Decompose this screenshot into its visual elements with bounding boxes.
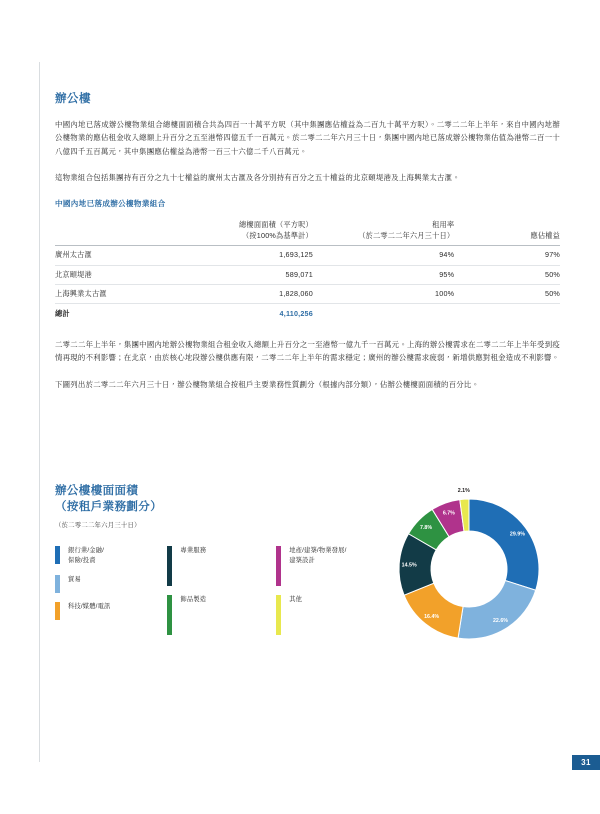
cell-total-occupancy (353, 304, 484, 324)
legend-item-banking-finance (55, 546, 167, 566)
cell-property-name: 上海興業太古滙 (55, 285, 222, 304)
cell-occupancy: 95% (353, 265, 484, 284)
legend-column-3 (276, 546, 385, 644)
legend-item-property-construction (276, 546, 385, 586)
legend-item-trading (55, 575, 167, 593)
office-portfolio-table (55, 219, 560, 324)
table-row (55, 246, 560, 265)
page-number-badge: 31 (572, 755, 600, 770)
donut-slice-label: 14.5% (401, 562, 417, 569)
donut-slice (469, 499, 539, 590)
legend-label (68, 546, 104, 566)
legend-label-line2: 保險/投資 (68, 557, 96, 565)
legend-label: 飾品製造 (180, 596, 207, 603)
chart-title-line2: （按租戶業務劃分） (55, 500, 163, 513)
cell-property-name: 北京頤堤港 (55, 265, 222, 284)
column-header-occupancy-line1: 租用率 (432, 219, 455, 229)
legend-swatch-icon (167, 546, 172, 586)
cell-interest: 97% (484, 246, 560, 265)
cell-occupancy: 94% (353, 246, 484, 265)
column-header-occupancy (353, 219, 484, 246)
legend-label-line1: 地產/建築/物業發展/ (289, 547, 347, 554)
page-title: 辦公樓 (55, 93, 91, 105)
office-floor-area-chart-block (55, 484, 560, 654)
cell-area: 1,828,060 (222, 285, 353, 304)
legend-column-1 (55, 546, 167, 644)
legend-item-professional-services (167, 546, 276, 586)
body-paragraph-4: 下圖列出於二零二二年六月三十日，辦公樓物業組合按租戶主要業務性質劃分（根據內部分類），佔辦公樓樓面面積的百分比。 (55, 379, 480, 389)
legend-swatch-icon (55, 546, 60, 564)
left-margin-rule (39, 62, 40, 762)
legend-label-line2: 建築設計 (289, 557, 316, 565)
table-row (55, 265, 560, 284)
legend-swatch-icon (276, 595, 281, 635)
cell-interest: 50% (484, 265, 560, 284)
legend-item-others (276, 595, 385, 635)
chart-title-line1: 辦公樓樓面面積 (55, 485, 139, 497)
legend-label (289, 546, 346, 566)
body-paragraph-1: 中國內地已落成辦公樓物業組合總樓面面積合共為四百一十萬平方呎（其中集團應佔權益為二百九十萬平方呎）。二零二二年上半年，來自中國內地辦公樓物業的應佔租金收入總額上升百分之五至港幣四億五千一百萬元。於二零二二年六月三十日，集團中國內地已落成辦公樓物業估值為港幣二百一十八億四千五百萬元，其中集團應佔權益為港幣一百三十六億二千八百萬元。 (55, 119, 560, 156)
table-body (55, 246, 560, 324)
chart-legend (55, 546, 385, 644)
donut-slice-label: 29.9% (509, 531, 525, 538)
legend-swatch-icon (55, 602, 60, 620)
table-caption: 中國內地已落成辦公樓物業組合 (55, 198, 166, 208)
column-header-area-line1: 總樓面面積（平方呎） (239, 219, 313, 229)
donut-slices (399, 499, 539, 639)
legend-label: 專業服務 (180, 547, 207, 554)
legend-label: 科技/媒體/電訊 (68, 603, 111, 611)
donut-slice-label: 2.1% (457, 488, 470, 495)
cell-property-name: 廣州太古滙 (55, 246, 222, 265)
legend-swatch-icon (276, 546, 281, 586)
page-content (55, 92, 560, 404)
legend-label-line1: 銀行業/金融/ (68, 547, 105, 554)
cell-total-interest (484, 304, 560, 324)
body-paragraph-2: 這物業組合包括集團持有百分之九十七權益的廣州太古滙及各分別持有百分之五十權益的北京頤堤港及上海興業太古滙。 (55, 173, 460, 183)
body-paragraph-3: 二零二二年上半年，集團中國內地辦公樓物業組合租金收入總額上升百分之一至港幣一億九千一百萬元。上海的辦公樓需求在二零二二年上半年受到疫情再現的不利影響；在北京，由於核心地段辦公樓供應有限，二零二二年上半年的需求穩定；廣州的辦公樓需求疲弱，新增供應對租金造成不利影響。 (55, 339, 560, 363)
legend-item-jewellery-manufacturing (167, 595, 276, 635)
cell-total-label: 總計 (55, 304, 222, 324)
table-total-row (55, 304, 560, 324)
legend-item-technology-media-telecom (55, 602, 167, 620)
legend-label: 其他 (289, 596, 303, 603)
chart-subtitle: （於二零二二年六月三十日） (55, 522, 141, 530)
column-header-attributable-interest: 應佔權益 (484, 219, 560, 246)
cell-interest: 50% (484, 285, 560, 304)
cell-total-area: 4,110,256 (222, 304, 353, 324)
table-header-row (55, 219, 560, 246)
donut-slice (458, 581, 536, 639)
donut-slice-label: 16.4% (424, 613, 440, 620)
cell-area: 589,071 (222, 265, 353, 284)
donut-slice-label: 7.8% (420, 525, 433, 532)
legend-swatch-icon (167, 595, 172, 635)
donut-chart-svg (377, 488, 561, 644)
column-header-gross-floor-area (222, 219, 353, 246)
cell-occupancy: 100% (353, 285, 484, 304)
donut-chart (377, 488, 561, 644)
legend-column-2 (167, 546, 276, 644)
column-header-property (55, 219, 222, 246)
table-row (55, 285, 560, 304)
table-header (55, 219, 560, 246)
column-header-area-line2: （按100%為基準計） (242, 230, 313, 240)
donut-slice-label: 6.7% (442, 510, 455, 517)
legend-label: 貿易 (68, 576, 81, 584)
column-header-occupancy-line2: （於二零二二年六月三十日） (358, 230, 455, 240)
legend-swatch-icon (55, 575, 60, 593)
cell-area: 1,693,125 (222, 246, 353, 265)
donut-slice-label: 22.6% (492, 618, 509, 625)
